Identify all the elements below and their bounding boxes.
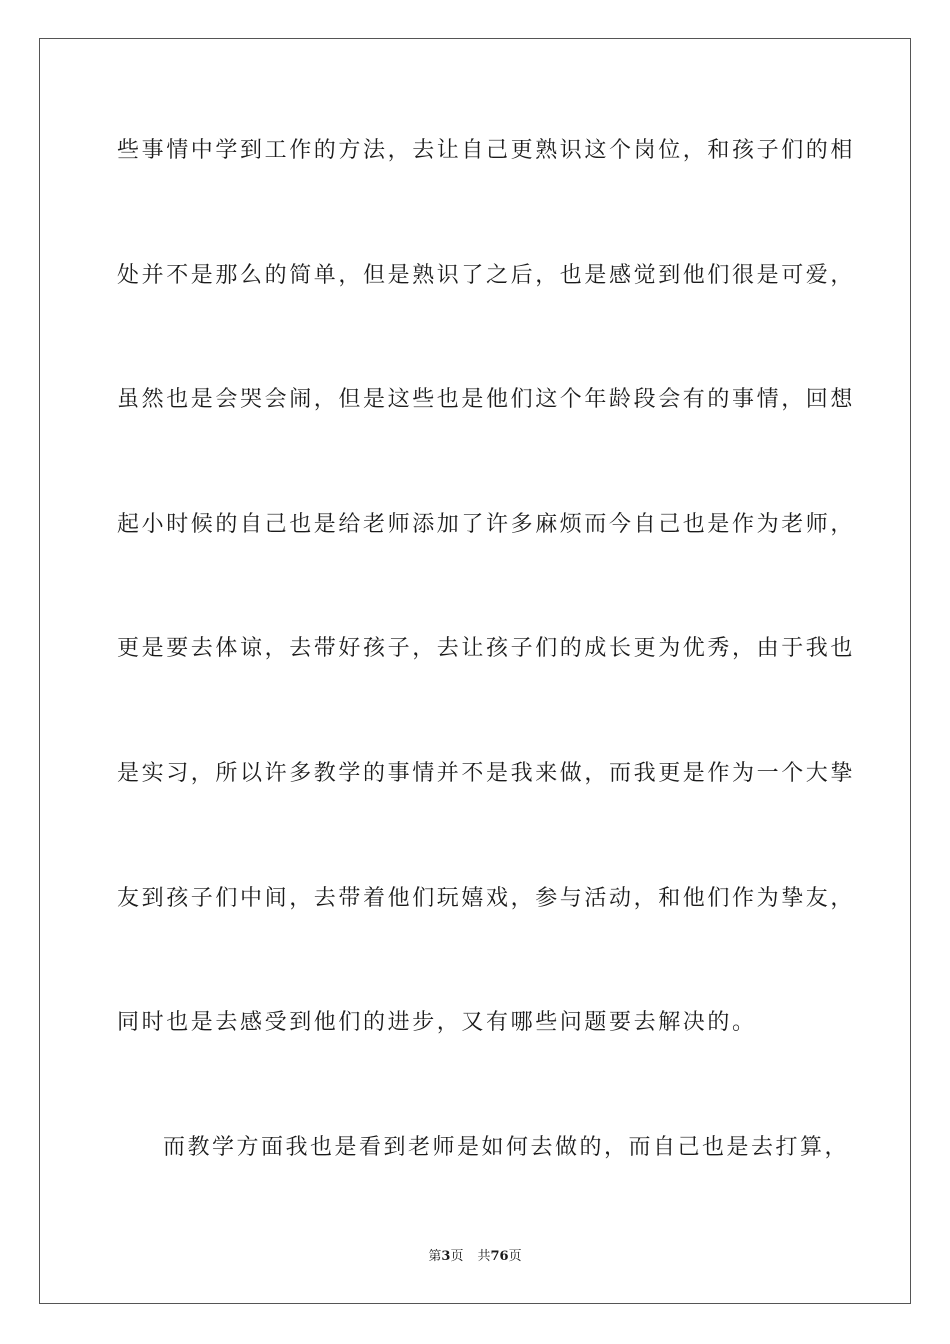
body-text-line: 同时也是去感受到他们的进步，又有哪些问题要去解决的。: [117, 1010, 757, 1035]
page-footer: [0, 1248, 950, 1266]
body-text-line: 友到孩子们中间，去带着他们玩嬉戏，参与活动，和他们作为挚友，: [117, 886, 856, 911]
total-pages: 76: [490, 1249, 509, 1264]
body-text-line: 些事情中学到工作的方法，去让自己更熟识这个岗位，和孩子们的相: [117, 138, 856, 163]
body-text-line: 虽然也是会哭会闹，但是这些也是他们这个年龄段会有的事情，回想: [117, 387, 856, 412]
body-text-line: 是实习，所以许多教学的事情并不是我来做，而我更是作为一个大挚: [117, 761, 856, 786]
body-text-line: 处并不是那么的简单，但是熟识了之后，也是感觉到他们很是可爱，: [117, 263, 856, 288]
page-number: 3: [441, 1249, 451, 1264]
page-border: [39, 38, 911, 1304]
body-text-line: 起小时候的自己也是给老师添加了许多麻烦而今自己也是作为老师，: [117, 512, 856, 537]
total-suffix: 页: [508, 1249, 522, 1264]
body-text-line: 更是要去体谅，去带好孩子，去让孩子们的成长更为优秀，由于我也: [117, 636, 856, 661]
total-prefix: 共: [477, 1249, 491, 1264]
page-prefix: 第: [428, 1249, 442, 1264]
paragraph-first-line: 而教学方面我也是看到老师是如何去做的，而自己也是去打算，: [163, 1135, 850, 1160]
page-suffix: 页: [450, 1249, 464, 1264]
